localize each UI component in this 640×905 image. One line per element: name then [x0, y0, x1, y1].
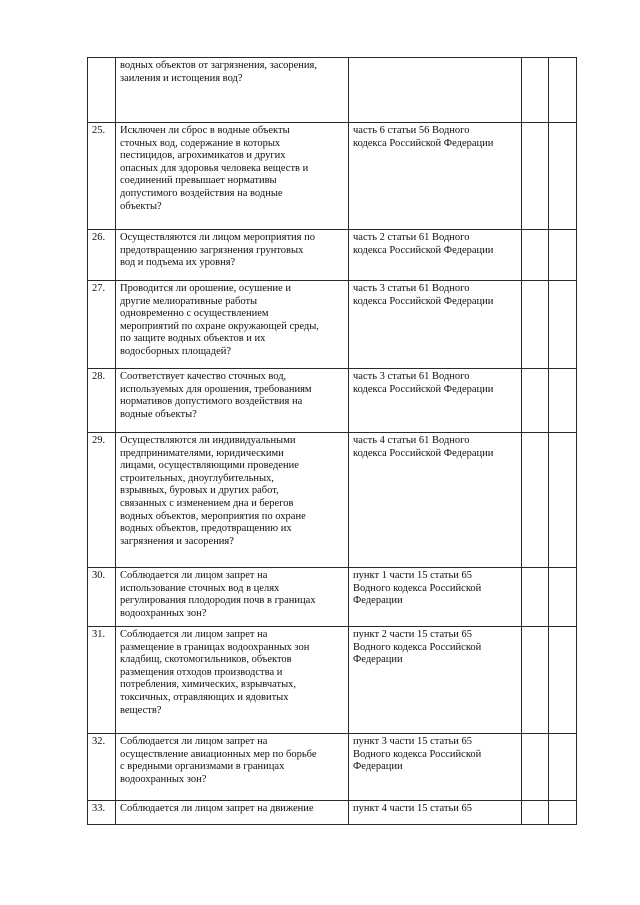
question-text: Соблюдается ли лицом запрет на использование сточных вод в целях регулирования плодородия почв в границах водоохранных зон?	[116, 568, 349, 627]
law-reference: часть 3 статьи 61 Водного кодекса Российской Федерации	[349, 369, 522, 433]
empty-cell	[549, 123, 577, 230]
table-row	[88, 281, 577, 369]
empty-cell	[522, 123, 549, 230]
law-reference: часть 3 статьи 61 Водного кодекса Российской Федерации	[349, 281, 522, 369]
empty-cell	[522, 369, 549, 433]
row-number	[88, 58, 116, 123]
law-reference: пункт 3 части 15 статьи 65 Водного кодекса Российской Федерации	[349, 734, 522, 801]
question-text: Соблюдается ли лицом запрет на движение	[116, 801, 349, 825]
empty-cell	[522, 801, 549, 825]
row-number: 30.	[88, 568, 116, 627]
table-row	[88, 369, 577, 433]
question-text: Проводится ли орошение, осушение и другие мелиоративные работы одновременно с осуществлением мероприятий по охране окружающей среды, по защите водных объектов и их водосборных площадей?	[116, 281, 349, 369]
question-text: Соблюдается ли лицом запрет на осуществление авиационных мер по борьбе с вредными организмами в границах водоохранных зон?	[116, 734, 349, 801]
table-row	[88, 58, 577, 123]
question-text: Осуществляются ли лицом мероприятия по предотвращению загрязнения грунтовых вод и подъема их уровня?	[116, 230, 349, 281]
question-text: Исключен ли сброс в водные объекты сточных вод, содержание в которых пестицидов, агрохимикатов и других опасных для здоровья человека веществ и соединений превышает нормативы допустимого воздействия на водные объекты?	[116, 123, 349, 230]
empty-cell	[549, 58, 577, 123]
empty-cell	[522, 433, 549, 568]
law-reference	[349, 58, 522, 123]
empty-cell	[549, 230, 577, 281]
question-text: Соответствует качество сточных вод, используемых для орошения, требованиям нормативов допустимого воздействия на водные объекты?	[116, 369, 349, 433]
empty-cell	[522, 568, 549, 627]
empty-cell	[549, 281, 577, 369]
question-text: Соблюдается ли лицом запрет на размещение в границах водоохранных зон кладбищ, скотомогильников, объектов размещения отходов производства и потребления, химических, взрывчатых, токсичных, отравляющих и ядовитых веществ?	[116, 627, 349, 734]
law-reference: пункт 4 части 15 статьи 65	[349, 801, 522, 825]
empty-cell	[549, 568, 577, 627]
row-number: 33.	[88, 801, 116, 825]
law-reference: пункт 1 части 15 статьи 65 Водного кодекса Российской Федерации	[349, 568, 522, 627]
law-reference: пункт 2 части 15 статьи 65 Водного кодекса Российской Федерации	[349, 627, 522, 734]
empty-cell	[549, 801, 577, 825]
empty-cell	[549, 433, 577, 568]
empty-cell	[522, 58, 549, 123]
checklist-table	[87, 57, 577, 825]
row-number: 27.	[88, 281, 116, 369]
empty-cell	[522, 281, 549, 369]
table-row	[88, 801, 577, 825]
row-number: 29.	[88, 433, 116, 568]
empty-cell	[522, 230, 549, 281]
empty-cell	[549, 627, 577, 734]
law-reference: часть 2 статьи 61 Водного кодекса Российской Федерации	[349, 230, 522, 281]
row-number: 28.	[88, 369, 116, 433]
table-row	[88, 230, 577, 281]
empty-cell	[522, 734, 549, 801]
table-row	[88, 734, 577, 801]
law-reference: часть 4 статьи 61 Водного кодекса Российской Федерации	[349, 433, 522, 568]
law-reference: часть 6 статьи 56 Водного кодекса Российской Федерации	[349, 123, 522, 230]
row-number: 31.	[88, 627, 116, 734]
row-number: 25.	[88, 123, 116, 230]
table-row	[88, 627, 577, 734]
table-row	[88, 568, 577, 627]
row-number: 32.	[88, 734, 116, 801]
row-number: 26.	[88, 230, 116, 281]
table-row	[88, 433, 577, 568]
empty-cell	[522, 627, 549, 734]
question-text: водных объектов от загрязнения, засорения, заиления и истощения вод?	[116, 58, 349, 123]
empty-cell	[549, 369, 577, 433]
question-text: Осуществляются ли индивидуальными предпринимателями, юридическими лицами, осуществляющими проведение строительных, дноуглубительных, взрывных, буровых и других работ, связанных с изменением дна и берегов водных объектов, мероприятия по охране водных объектов, предотвращению их загрязнения и засорения?	[116, 433, 349, 568]
empty-cell	[549, 734, 577, 801]
table-row	[88, 123, 577, 230]
